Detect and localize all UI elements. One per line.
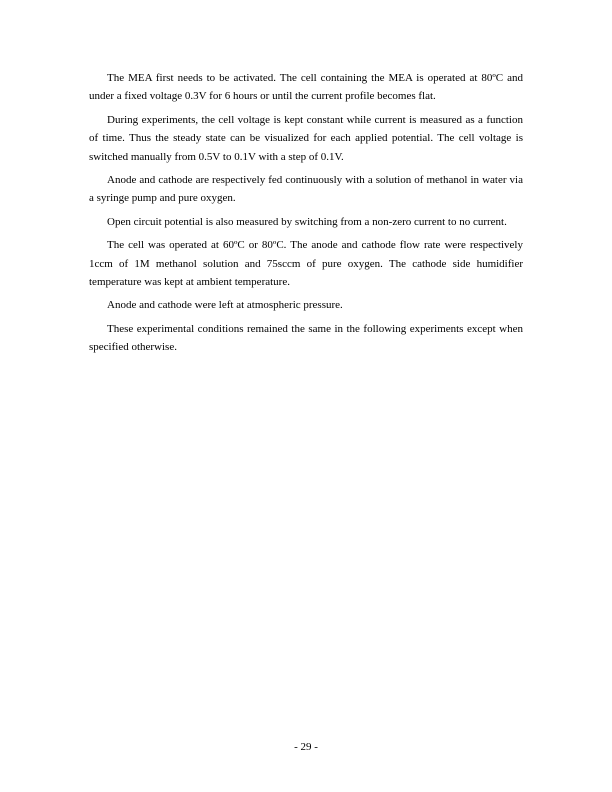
paragraph-operating-conditions: The cell was operated at 60ºC or 80ºC. The anode and cathode flow rate were respectively 1ccm of 1M methanol solution and 75sccm of pure oxygen. The cathode side humidifier temperature was kept at ambient temperature. xyxy=(89,239,523,289)
paragraph-feed: Anode and cathode are respectively fed continuously with a solution of methanol in water via a syringe pump and pure oxygen. xyxy=(89,174,523,205)
page-number: - 29 - xyxy=(294,741,318,753)
paragraph-activation: The MEA first needs to be activated. The cell containing the MEA is operated at 80ºC and under a fixed voltage 0.3V for 6 hours or until the current profile becomes flat. xyxy=(89,72,523,103)
paragraph-cell-voltage: During experiments, the cell voltage is kept constant while current is measured as a function of time. Thus the steady state can be visualized for each applied potential. The cell voltage is switched manually from 0.5V to 0.1V with a step of 0.1V. xyxy=(89,113,523,163)
paragraph-open-circuit: Open circuit potential is also measured by switching from a non-zero current to no current. xyxy=(107,215,507,228)
paragraph-pressure: Anode and cathode were left at atmospheric pressure. xyxy=(107,299,343,312)
page-body xyxy=(89,69,523,362)
paragraph-conditions-note: These experimental conditions remained the same in the following experiments except when specified otherwise. xyxy=(89,322,523,354)
